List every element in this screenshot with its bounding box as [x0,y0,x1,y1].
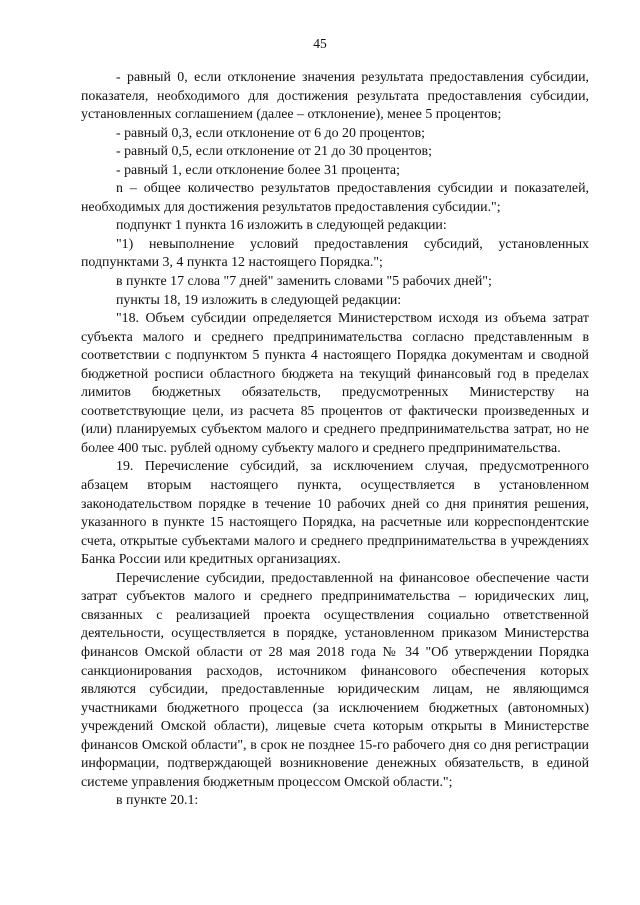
paragraph-n-definition: n – общее количество результатов предоставления субсидии и показателей, необходимых для достижения результатов предоставления субсидии."; [81,181,589,215]
paragraph-subsidy-transfer: Перечисление субсидии, предоставленной на финансовое обеспечение части затрат субъектов малого и среднего предпринимательства – юридических лиц, связанных с реализацией проекта осуществления социально ответственной деятельности, осуществляется в порядке, установленном приказом Министерства финансов Омской области от 28 мая 2018 года № 34 "Об утверждении Порядка санкционирования расходов, источником финансового обеспечения которых являются субсидии, предоставленные юридическим лицам, не являющимся участниками бюджетного процесса (за исключением бюджетных (автономных) учреждений Омской области), лицевые счета которым открыты в Министерстве финансов Омской области", в срок не позднее 15-го рабочего дня со дня регистрации информации, подтверждающей возникновение денежных обязательств, в единой системе управления бюджетным процессом Омской области."; [81,570,589,790]
paragraph-coefficient-03: - равный 0,3, если отклонение от 6 до 20 процентов; [116,125,426,141]
paragraph-coefficient-05: - равный 0,5, если отклонение от 21 до 30 процентов; [116,144,432,160]
document-body [81,69,589,811]
paragraph-points-18-19-intro: пункты 18, 19 изложить в следующей редакции: [116,292,402,308]
paragraph-coefficient-1: - равный 1, если отклонение более 31 процента; [116,162,400,178]
paragraph-point-19: 19. Перечисление субсидий, за исключением случая, предусмотренного абзацем вторым настоящего пункта, осуществляется в установленном законодательством порядке в течение 10 рабочих дней со дня принятия решения, указанного в пункте 15 настоящего Порядка, на расчетные или корреспондентские счета, открытые субъектами малого и среднего предпринимательства в учреждениях Банка России или кредитных организациях. [81,459,589,568]
paragraph-point-20-1: в пункте 20.1: [116,793,199,809]
paragraph-coefficient-zero: - равный 0, если отклонение значения результата предоставления субсидии, показателя, необходимого для достижения результата предоставления субсидии, установленных соглашением (далее – отклонение), менее 5 процентов; [81,70,589,123]
page-number: 45 [313,36,327,51]
paragraph-subpoint-16-text: "1) невыполнение условий предоставления субсидий, установленных подпунктами 3, 4 пункта 12 настоящего Порядка."; [81,236,589,271]
paragraph-point-17: в пункте 17 слова "7 дней" заменить словами "5 рабочих дней"; [116,274,492,290]
paragraph-subpoint-16-intro: подпункт 1 пункта 16 изложить в следующей редакции: [116,218,447,234]
paragraph-point-18: "18. Объем субсидии определяется Министерством исходя из объема затрат субъекта малого и среднего предпринимательства согласно представленным в соответствии с подпунктом 5 пункта 4 настоящего Порядка документам и сводной бюджетной росписи областного бюджета на текущий финансовый год в пределах лимитов бюджетных обязательств, предусмотренных Министерству на соответствующие цели, из расчета 85 процентов от фактически произведенных и (или) планируемых субъектом малого и среднего предпринимательства затрат, но не более 400 тыс. рублей одному субъекту малого и среднего предпринимательства. [81,311,589,456]
